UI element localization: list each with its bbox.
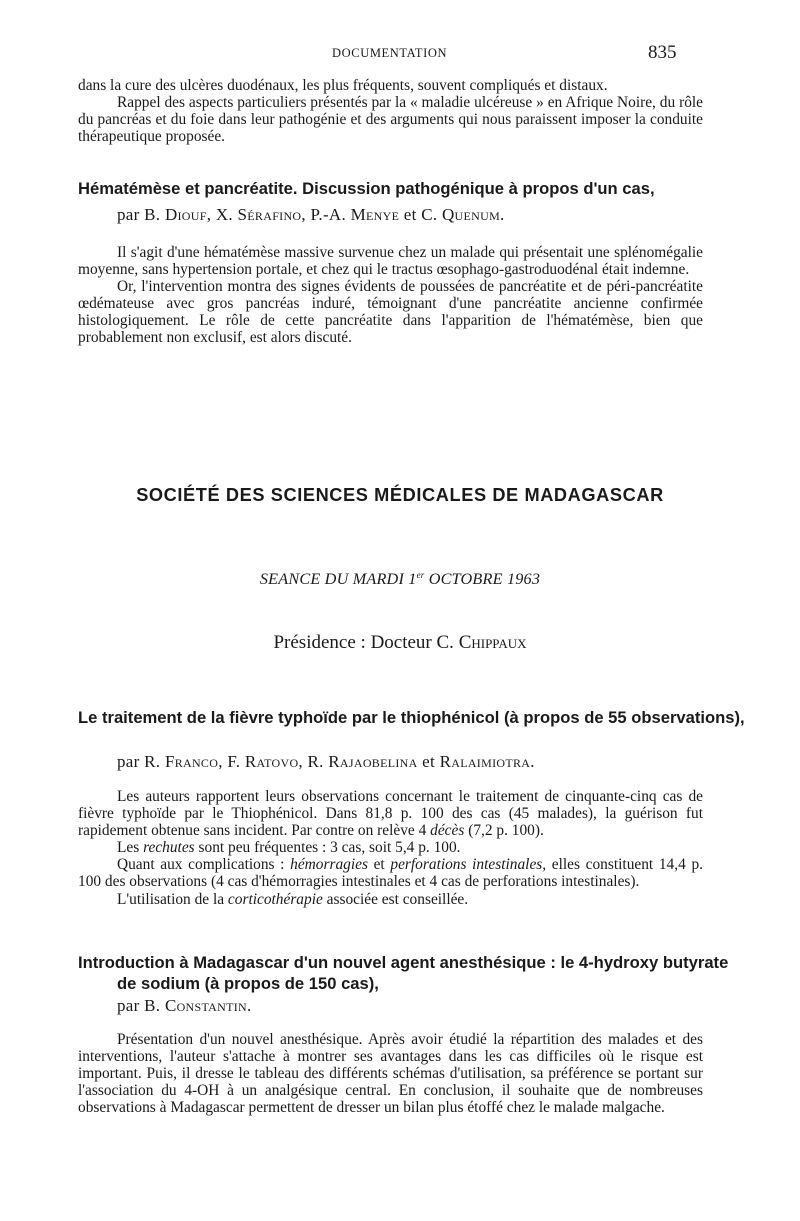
article2-abstract [78, 788, 703, 908]
presidence-line [80, 632, 720, 654]
article1-authors [117, 205, 505, 225]
article2-authors [117, 752, 535, 772]
author-3-name: Menye [350, 205, 400, 224]
article2-paragraph-4 [78, 891, 703, 908]
author-2-initial: F. [227, 752, 241, 771]
article2-paragraph-3 [78, 856, 703, 890]
article1-abstract [78, 244, 703, 347]
intro-paragraph: Rappel des aspects particuliers présentés par la « maladie ulcéreuse » en Afrique Noire, du rôle du pancréas et du foie dans leur pathogénie et des arguments qui nous paraissent imposer la conduite thérapeutique proposée. [78, 94, 703, 146]
article2-p2-end: sont peu fréquentes : 3 cas, soit 5,4 p. 100. [194, 839, 461, 857]
author-1-initial: B. [144, 205, 161, 224]
article2-paragraph-2 [78, 839, 703, 856]
article2-p3-mid: et [367, 856, 391, 874]
article2-p2-text: Les [117, 839, 144, 857]
page-number: 835 [648, 42, 677, 63]
article2-p1-italic: décès [430, 822, 465, 840]
article2-p3-end: elles constituent 14,4 p. 100 des observations (4 cas d'hémorragies intestinales et 4 cas de perforations intestinales). [78, 856, 704, 891]
author-4-initial: C. [421, 205, 438, 224]
article1-title: Hématémèse et pancréatite. Discussion pathogénique à propos d'un cas, [78, 179, 655, 198]
article2-paragraph-1 [78, 788, 703, 839]
seance-ordinal: er [416, 570, 425, 580]
article1-paragraph-2: Or, l'intervention montra des signes évidents de poussées de pancréatite et de péri-pancréatite œdémateuse avec gros pancréas induré, témoignant d'une pancréatite ancienne confirmée histologiquement. Le rôle de cette pancréatite dans l'apparition de l'hématémèse, bien que probablement non exclusif, est alors discuté. [78, 278, 703, 347]
author-4-name: Quenum. [441, 205, 505, 224]
intro-line-1: dans la cure des ulcères duodénaux, les plus fréquents, souvent compliqués et distaux. [78, 77, 608, 94]
author-2-name: Ratovo, [244, 752, 303, 771]
author-3-initial: P.-A. [310, 205, 347, 224]
author-3-initial: R. [307, 752, 324, 771]
article2-title: Le traitement de la fièvre typhoïde par le thiophénicol (à propos de 55 observations), [78, 708, 745, 727]
authors-par: par [117, 205, 140, 224]
author-1-name: Franco, [164, 752, 223, 771]
author-1-name: Diouf, [164, 205, 212, 224]
article2-p1-end: (7,2 p. 100). [464, 822, 544, 840]
article2-p4-end: associée est conseillée. [322, 890, 469, 908]
authors-par: par [117, 752, 140, 771]
article2-p3-italic-1: hémorragies [290, 856, 368, 874]
seance-text: SEANCE DU MARDI 1 [259, 570, 417, 588]
article3-authors [117, 996, 252, 1016]
author-1-initial: R. [144, 752, 161, 771]
article3-abstract [78, 1031, 703, 1116]
authors-et: et [422, 752, 436, 771]
presidence-name: Chippaux [458, 632, 527, 653]
article3-title: Introduction à Madagascar d'un nouvel agent anesthésique : le 4-hydroxy butyrate de sodium (à propos de 150 cas), [78, 953, 729, 993]
article2-p3-italic-2: perforations intestinales, [390, 856, 547, 874]
article2-p4-text: L'utilisation de la [117, 890, 228, 908]
article2-p2-italic: rechutes [143, 839, 195, 857]
author-2-name: Sérafino, [237, 205, 306, 224]
article1-paragraph-1: Il s'agit d'une hématémèse massive survenue chez un malade qui présentait une splénomégalie moyenne, sans hypertension portale, et chez qui le tractus œsophago-gastroduodénal était indemne. [78, 244, 703, 279]
society-heading: SOCIÉTÉ DES SCIENCES MÉDICALES DE MADAGASCAR [136, 485, 664, 505]
running-title: DOCUMENTATION [332, 46, 448, 60]
article2-p3-text: Quant aux complications : [117, 856, 291, 874]
presidence-prefix: Présidence : Docteur C. [273, 632, 459, 653]
article2-p4-italic: corticothérapie [227, 890, 323, 908]
seance-month-year: OCTOBRE 1963 [424, 570, 541, 588]
author-3-name: Rajaobelina [328, 752, 418, 771]
authors-et: et [403, 205, 417, 224]
author-4-name: Ralaimiotra. [439, 752, 535, 771]
article2-p1-text: Les auteurs rapportent leurs observations concernant le traitement de cinquante-cinq cas de fièvre typhoïde par le Thiophénicol. Dans 81,8 p. 100 des cas (45 malades), la guérison fut rapidement obtenue sans incident. Par contre on relève 4 [78, 788, 703, 840]
seance-date [80, 570, 720, 589]
article3-paragraph: Présentation d'un nouvel anesthésique. Après avoir étudié la répartition des malades et des interventions, l'auteur s'attache à montrer ses avantages dans les cas difficiles où le risque est important. Puis, il dresse le tableau des différents schémas d'utilisation, sa préférence se portant sur l'association du 4-OH à un analgésique central. En conclusion, il souhaite que de nombreuses observations à Madagascar permettent de dresser un bilan plus étoffé chez le malade malgache. [78, 1031, 703, 1117]
author-1-initial: B. [144, 996, 161, 1015]
author-1-name: Constantin. [164, 996, 252, 1015]
author-2-initial: X. [215, 205, 233, 224]
authors-par: par [117, 996, 140, 1015]
intro-text [78, 77, 703, 145]
